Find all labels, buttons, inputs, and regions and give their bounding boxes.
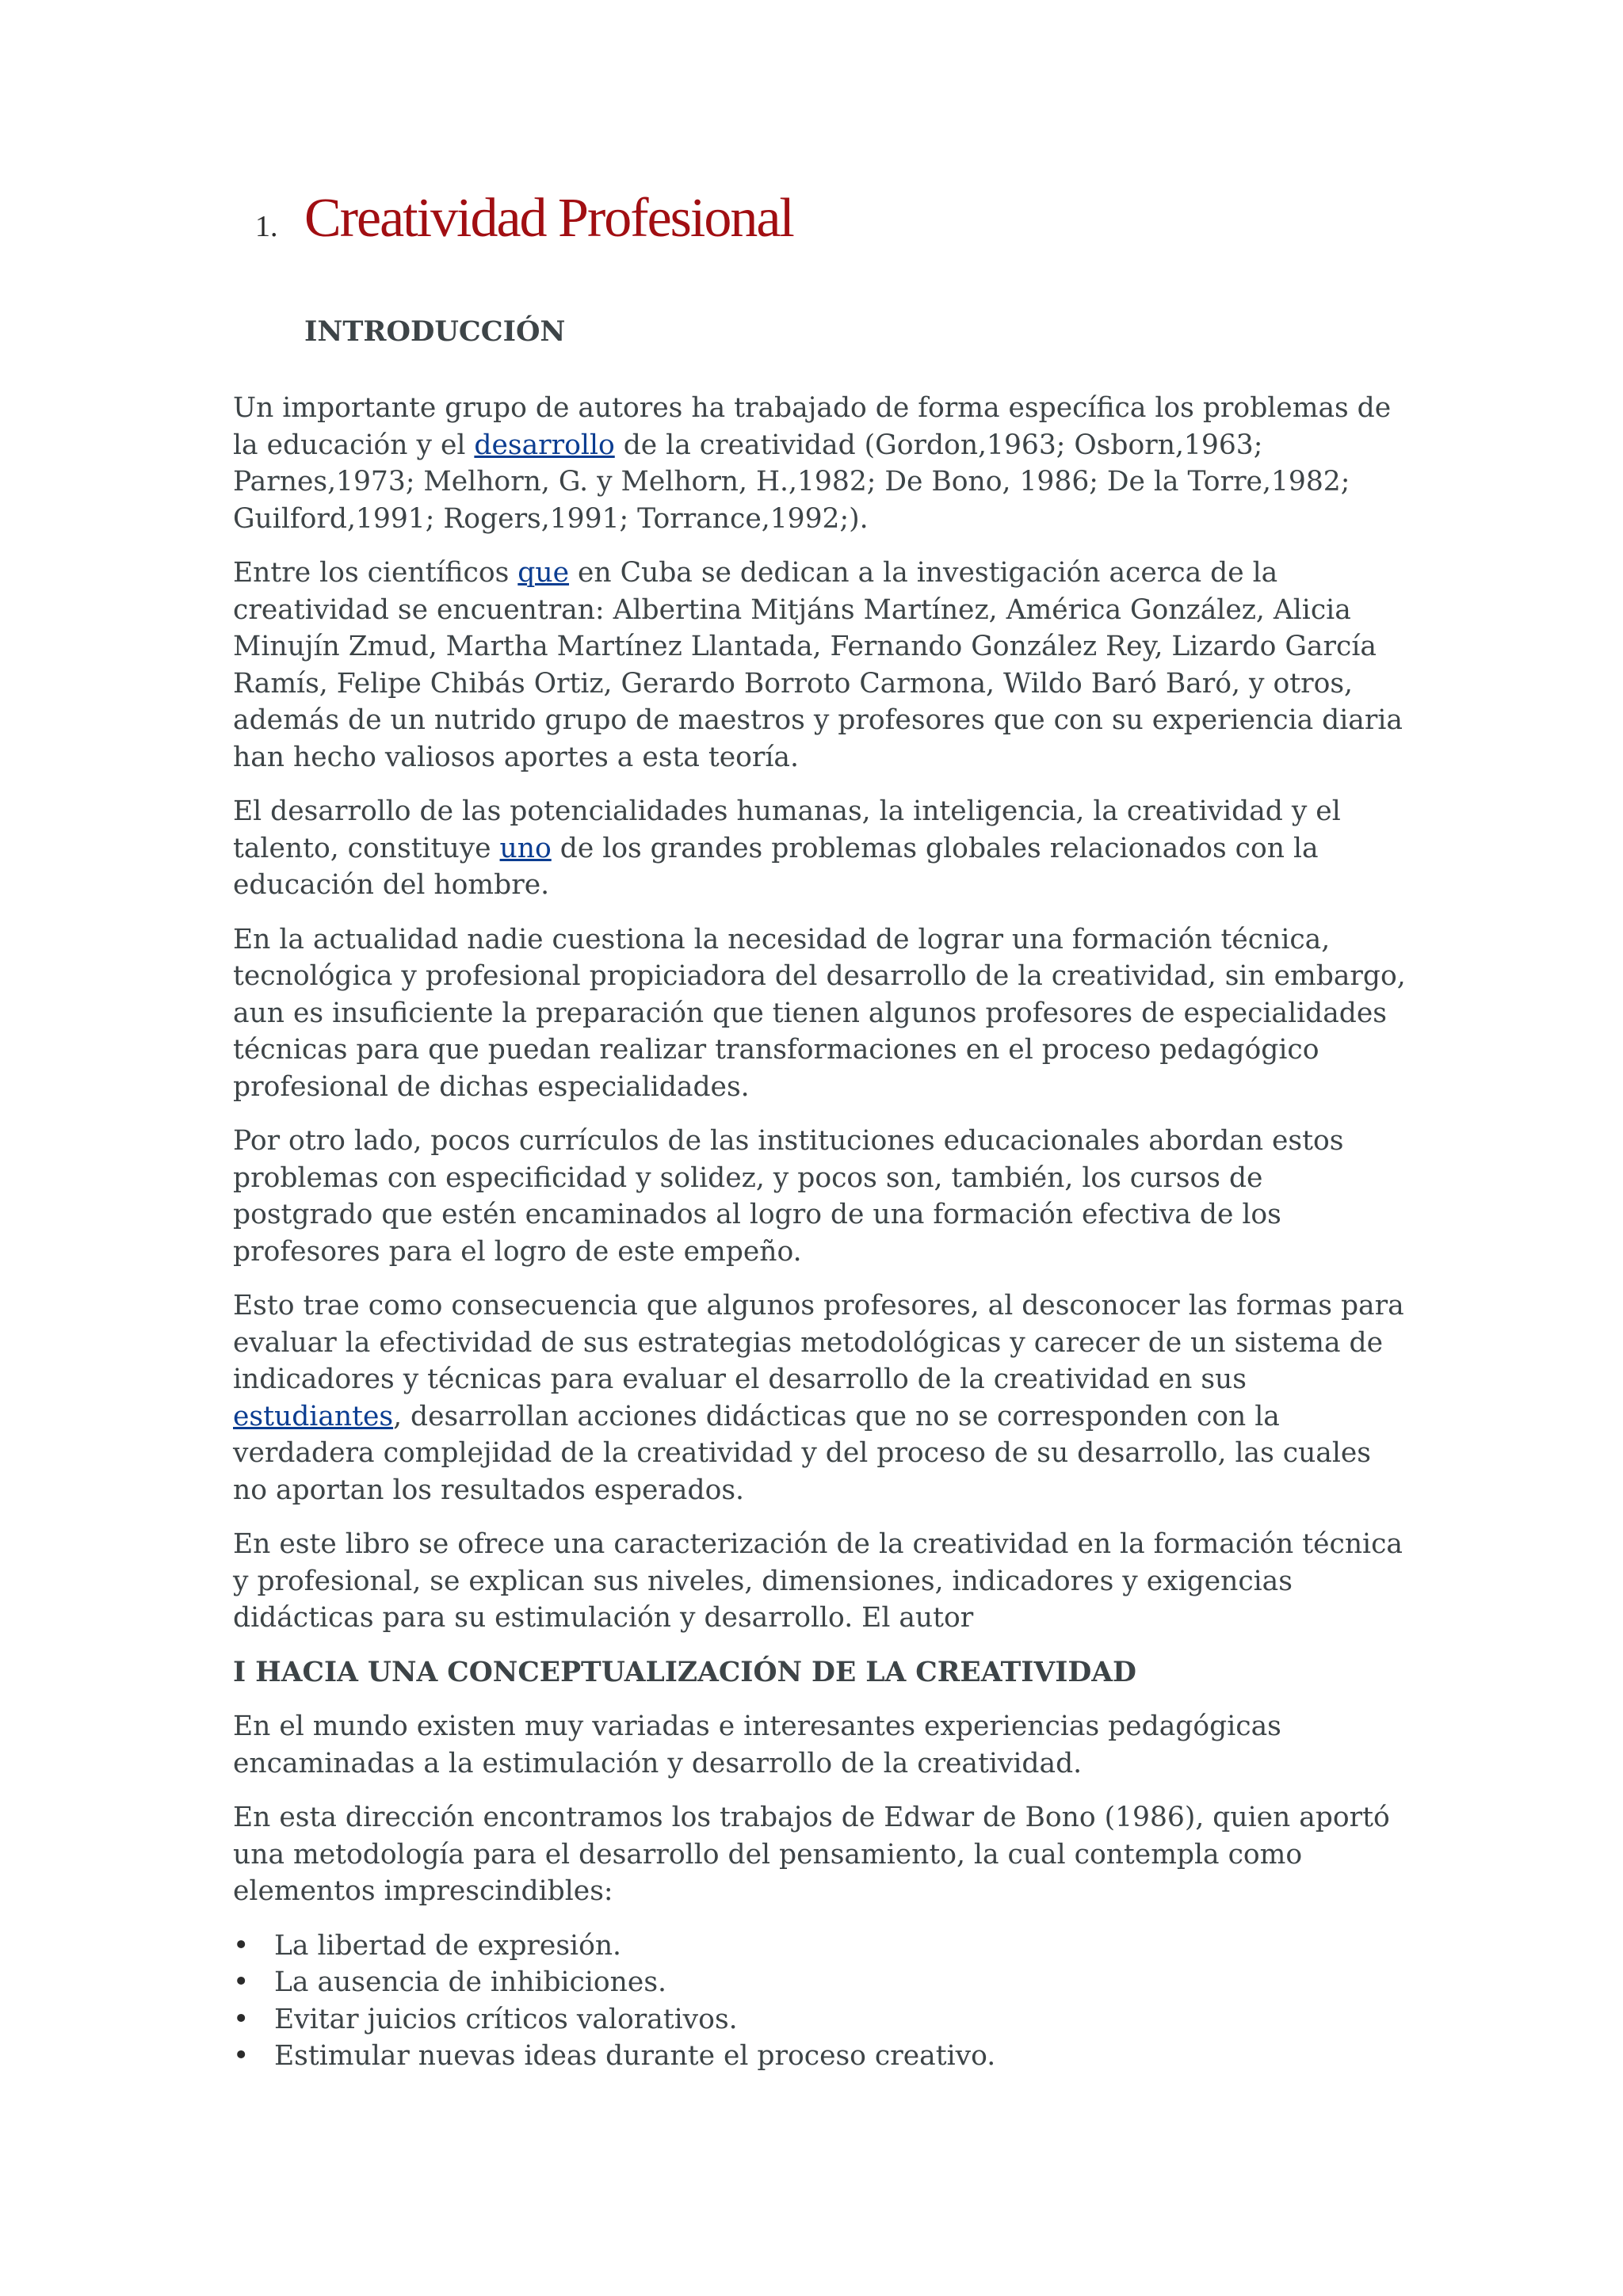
document-title	[255, 187, 793, 250]
paragraph-text: Entre los científicos	[233, 557, 518, 589]
intro-heading: INTRODUCCIÓN	[304, 315, 566, 348]
link-desarrollo[interactable]: desarrollo	[474, 429, 615, 461]
section-paragraph-1: En el mundo existen muy variadas e interesantes experiencias pedagógicas encaminadas a la estimulación y desarrollo de la creatividad.	[233, 1711, 1281, 1779]
bullet-icon: •	[233, 2040, 250, 2072]
list-item-text: La libertad de expresión.	[274, 1929, 622, 1962]
list-item	[233, 2001, 1406, 2039]
paragraph-text: de la creatividad (Gordon,1963; Osborn,1963; Parnes,1973; Melhorn, G. y Melhorn, H.,1982; De Bono, 1986; De la Torre,1982; Guilford,1991; Rogers,1991; Torrance,1992;).	[233, 429, 1350, 535]
paragraph-1	[233, 390, 1406, 537]
paragraph-text: en Cuba se dedican a la investigación acerca de la creatividad se encuentran: Albertina Mitjáns Martínez, América González, Alicia Minujín Zmud, Martha Martínez Llantada, Fernando González Rey, Lizardo García Ramís, Felipe Chibás Ortiz, Gerardo Borroto Carmona, Wildo Baró Baró, y otros, además de un nutrido grupo de maestros y profesores que con su experiencia diaria han hecho valiosos aportes a esta teoría.	[233, 557, 1403, 773]
link-que[interactable]: que	[517, 557, 570, 589]
title-number: 1.	[255, 210, 278, 243]
paragraph-5: Por otro lado, pocos currículos de las instituciones educacionales abordan estos problemas con especificidad y solidez, y pocos son, también, los cursos de postgrado que estén encaminados al logro de una formación efectiva de los profesores para el logro de este empeño.	[233, 1125, 1344, 1268]
bullet-list	[233, 1928, 1406, 2075]
bullet-icon: •	[233, 1966, 250, 1998]
bullet-icon: •	[233, 2003, 250, 2035]
list-item	[233, 2038, 1406, 2075]
paragraph-4: En la actualidad nadie cuestiona la necesidad de lograr una formación técnica, tecnológica y profesional propiciadora del desarrollo de la creatividad, sin embargo, aun es insuficiente la preparación que tienen algunos profesores de especialidades técnicas para que puedan realizar transformaciones en el proceso pedagógico profesional de dichas especialidades.	[233, 923, 1406, 1103]
document-body	[233, 390, 1406, 2075]
section-heading: I HACIA UNA CONCEPTUALIZACIÓN DE LA CREATIVIDAD	[233, 1656, 1136, 1688]
paragraph-7: En este libro se ofrece una caracterización de la creatividad en la formación técnica y profesional, se explican sus niveles, dimensiones, indicadores y exigencias didácticas para su estimulación y desarrollo. El autor	[233, 1528, 1403, 1634]
list-item-text: La ausencia de inhibiciones.	[274, 1966, 666, 1998]
paragraph-2	[233, 555, 1406, 776]
link-estudiantes[interactable]: estudiantes	[233, 1400, 394, 1432]
section-paragraph-2: En esta dirección encontramos los trabajos de Edwar de Bono (1986), quien aportó una metodología para el desarrollo del pensamiento, la cual contempla como elementos imprescindibles:	[233, 1802, 1390, 1907]
list-item-text: Estimular nuevas ideas durante el proceso creativo.	[274, 2040, 996, 2072]
link-uno[interactable]: uno	[499, 832, 552, 864]
bullet-icon: •	[233, 1929, 250, 1962]
paragraph-text: El desarrollo de las potencialidades humanas, la inteligencia, la creatividad y el talento, constituye	[233, 795, 1341, 864]
paragraph-text: Esto trae como consecuencia que algunos profesores, al desconocer las formas para evaluar la efectividad de sus estrategias metodológicas y carecer de un sistema de indicadores y técnicas para evaluar el desarrollo de la creatividad en sus	[233, 1290, 1404, 1395]
paragraph-text: Un importante grupo de autores ha trabajado de forma específica los problemas de la educación y el	[233, 392, 1392, 461]
paragraph-text: , desarrollan acciones didácticas que no se corresponden con la verdadera complejidad de la creatividad y del proceso de su desarrollo, las cuales no aportan los resultados esperados.	[233, 1400, 1372, 1506]
paragraph-text: de los grandes problemas globales relacionados con la educación del hombre.	[233, 832, 1319, 901]
list-item-text: Evitar juicios críticos valorativos.	[274, 2003, 738, 2035]
title-text: Creatividad Profesional	[304, 188, 793, 249]
paragraph-6	[233, 1287, 1406, 1508]
list-item	[233, 1964, 1406, 2001]
paragraph-3	[233, 793, 1406, 904]
list-item	[233, 1928, 1406, 1965]
